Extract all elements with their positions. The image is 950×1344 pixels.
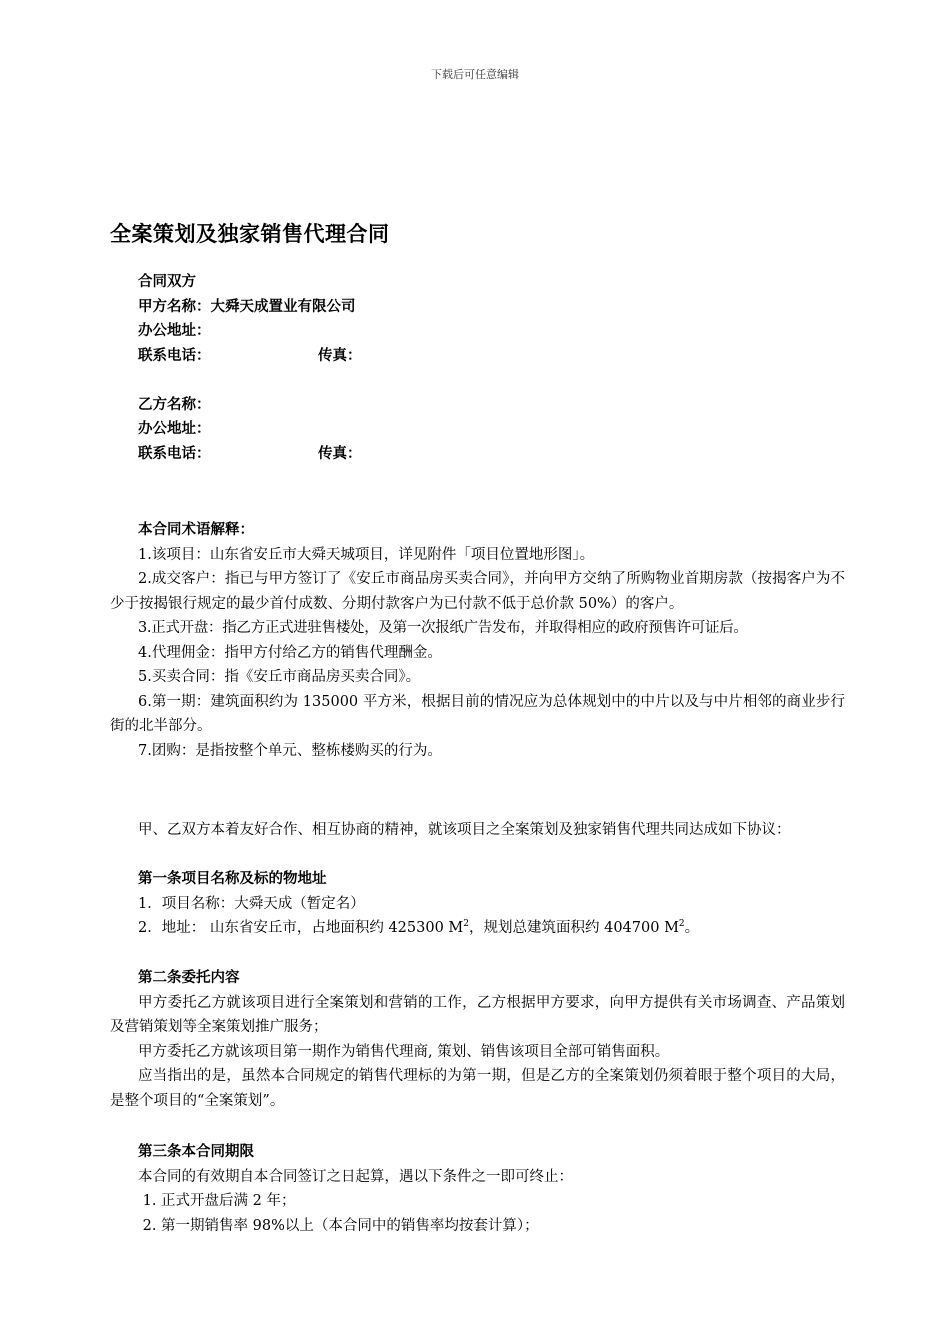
term-item: 6.第一期：建筑面积约为 135000 平方米，根据目前的情况应为总体规划中的中片以及与中片相邻的商业步行街的北半部分。 xyxy=(110,693,845,734)
article2-section xyxy=(110,966,845,1113)
term-item: 2.成交客户：指已与甲方签订了《安丘市商品房买卖合同》，并向甲方交纳了所购物业首期房款（按揭客户为不少于按揭银行规定的最少首付成数、分期付款客户为已付款不低于总价款 50%）的客户。 xyxy=(110,571,845,612)
term-item: 5.买卖合同：指《安丘市商品房买卖合同》。 xyxy=(138,669,421,685)
article1-heading: 第一条项目名称及标的物地址 xyxy=(138,871,327,887)
article3-section xyxy=(110,1140,845,1238)
address-text: 2．地址： 山东省安丘市，占地面积约 425300 M xyxy=(138,920,464,936)
party-b-name: 乙方名称： xyxy=(138,396,211,413)
party-a-contact xyxy=(110,344,845,369)
article3-paragraph: 本合同的有效期自本合同签订之日起算，遇以下条件之一即可终止： xyxy=(138,1168,573,1185)
party-a-fax: 传真： xyxy=(318,347,362,364)
document-title: 全案策划及独家销售代理合同 xyxy=(110,222,390,246)
area-unit-superscript: 2 xyxy=(678,919,685,930)
party-a-phone: 联系电话： xyxy=(138,347,211,364)
party-a-name: 甲方名称：大舜天成置业有限公司 xyxy=(138,298,356,315)
area-unit-superscript: 2 xyxy=(463,919,469,930)
article3-condition: 2. 第一期销售率 98%以上（本合同中的销售率均按套计算）； xyxy=(138,1217,539,1234)
parties-heading: 合同双方 xyxy=(138,274,196,290)
article1-item1: 1．项目名称：大舜天成（暂定名） xyxy=(138,895,365,912)
term-item: 1.该项目：山东省安丘市大舜天城项目，详见附件「项目位置地形图」。 xyxy=(138,546,595,563)
term-item: 7.团购：是指按整个单元、整栋楼购买的行为。 xyxy=(138,742,442,759)
party-a-address: 办公地址： xyxy=(138,323,211,339)
terms-section xyxy=(110,518,845,763)
party-b-phone: 联系电话： xyxy=(138,445,211,462)
intro-paragraph xyxy=(110,818,845,843)
article3-heading: 第三条本合同期限 xyxy=(138,1144,254,1160)
area-text-end: 。 xyxy=(684,920,700,936)
article2-paragraph: 甲方委托乙方就该项目进行全案策划和营销的工作，乙方根据甲方要求，向甲方提供有关市场调查、产品策划及营销策划等全案策划推广服务； xyxy=(110,994,845,1035)
terms-heading: 本合同术语解释： xyxy=(138,522,254,538)
article1-item2 xyxy=(110,916,845,941)
party-b-address: 办公地址： xyxy=(138,421,211,437)
term-item: 3.正式开盘：指乙方正式进驻售楼处，及第一次报纸广告发布，并取得相应的政府预售许可证后。 xyxy=(138,620,748,636)
header-note: 下载后可任意编辑 xyxy=(431,68,519,81)
article2-paragraph: 应当指出的是，虽然本合同规定的销售代理标的为第一期，但是乙方的全案策划仍须着眼于整个项目的大局，是整个项目的“全案策划”。 xyxy=(110,1068,845,1109)
article1-section xyxy=(110,867,845,941)
article2-heading: 第二条委托内容 xyxy=(138,970,240,986)
area-text: ，规划总建筑面积约 404700 M xyxy=(469,920,679,936)
party-b-fax: 传真： xyxy=(318,445,362,462)
party-b-contact xyxy=(110,442,845,467)
parties-section xyxy=(110,270,845,466)
term-item: 4.代理佣金：指甲方付给乙方的销售代理酬金。 xyxy=(138,644,442,661)
intro-text: 甲、乙双方本着友好合作、相互协商的精神，就该项目之全案策划及独家销售代理共同达成如下协议： xyxy=(138,822,791,838)
article3-condition: 1. 正式开盘后满 2 年； xyxy=(138,1193,296,1209)
article2-paragraph: 甲方委托乙方就该项目第一期作为销售代理商, 策划、销售该项目全部可销售面积。 xyxy=(138,1043,670,1060)
